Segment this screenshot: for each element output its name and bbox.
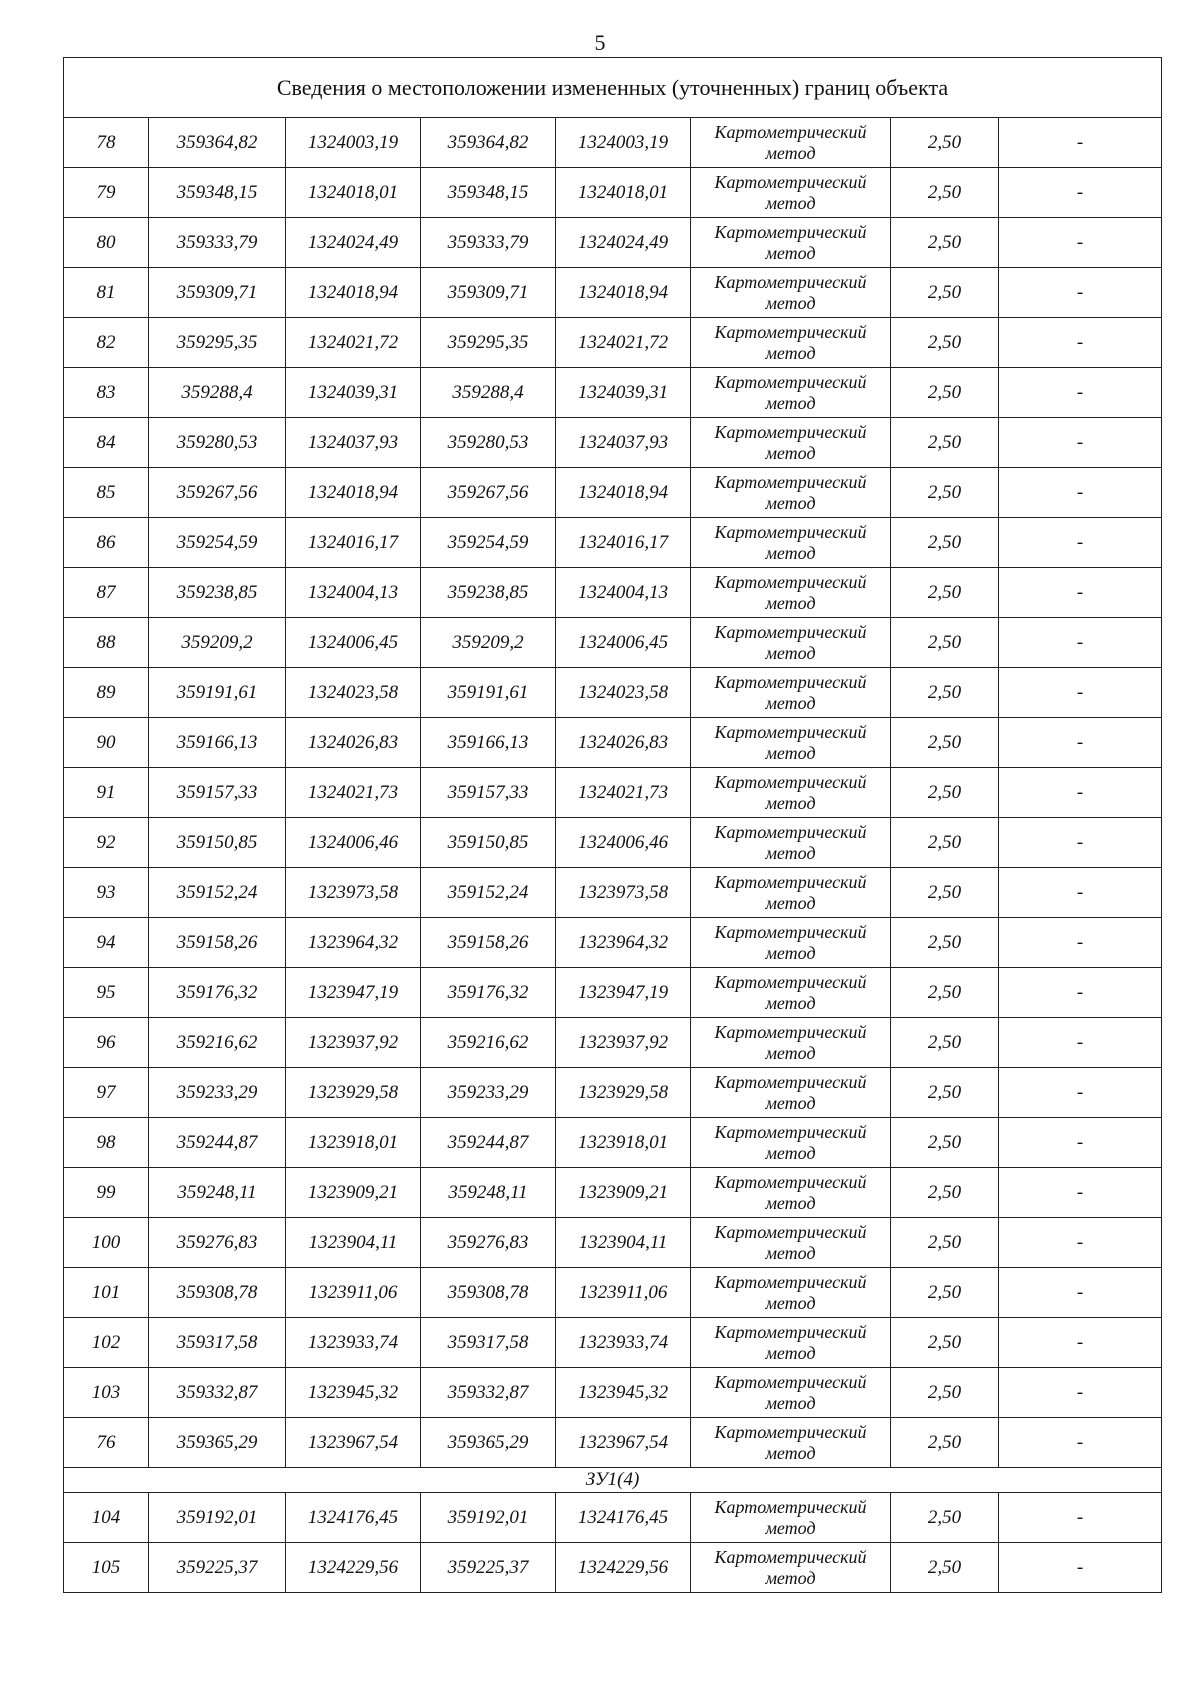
table-row (64, 768, 1162, 818)
x-existing-cell: 359244,87 (149, 1118, 286, 1168)
group-header-row (64, 1468, 1162, 1493)
table-row (64, 668, 1162, 718)
description-cell: - (999, 1168, 1162, 1218)
accuracy-cell: 2,50 (891, 1118, 999, 1168)
accuracy-cell: 2,50 (891, 1168, 999, 1218)
description-cell: - (999, 468, 1162, 518)
table-row (64, 1118, 1162, 1168)
method-cell: Картометрический метод (691, 268, 891, 318)
point-number-cell: 91 (64, 768, 149, 818)
x-new-cell: 359317,58 (421, 1318, 556, 1368)
y-existing-cell: 1323909,21 (286, 1168, 421, 1218)
y-existing-cell: 1323964,32 (286, 918, 421, 968)
x-existing-cell: 359238,85 (149, 568, 286, 618)
x-new-cell: 359295,35 (421, 318, 556, 368)
x-new-cell: 359248,11 (421, 1168, 556, 1218)
point-number-cell: 96 (64, 1018, 149, 1068)
point-number-cell: 79 (64, 168, 149, 218)
y-new-cell: 1324018,01 (556, 168, 691, 218)
description-cell: - (999, 318, 1162, 368)
table-row (64, 1493, 1162, 1543)
x-new-cell: 359191,61 (421, 668, 556, 718)
method-cell: Картометрический метод (691, 1118, 891, 1168)
x-existing-cell: 359216,62 (149, 1018, 286, 1068)
point-number-cell: 86 (64, 518, 149, 568)
y-new-cell: 1323964,32 (556, 918, 691, 968)
description-cell: - (999, 368, 1162, 418)
description-cell: - (999, 768, 1162, 818)
point-number-cell: 81 (64, 268, 149, 318)
point-number-cell: 104 (64, 1493, 149, 1543)
description-cell: - (999, 168, 1162, 218)
y-existing-cell: 1323937,92 (286, 1018, 421, 1068)
y-new-cell: 1324006,46 (556, 818, 691, 868)
table-row (64, 218, 1162, 268)
accuracy-cell: 2,50 (891, 118, 999, 168)
y-existing-cell: 1324024,49 (286, 218, 421, 268)
table-row (64, 168, 1162, 218)
accuracy-cell: 2,50 (891, 1418, 999, 1468)
x-existing-cell: 359332,87 (149, 1368, 286, 1418)
y-existing-cell: 1324026,83 (286, 718, 421, 768)
y-new-cell: 1323933,74 (556, 1318, 691, 1368)
table-row (64, 368, 1162, 418)
y-new-cell: 1323909,21 (556, 1168, 691, 1218)
description-cell: - (999, 1068, 1162, 1118)
description-cell: - (999, 1318, 1162, 1368)
y-new-cell: 1323947,19 (556, 968, 691, 1018)
y-new-cell: 1323911,06 (556, 1268, 691, 1318)
y-existing-cell: 1324018,94 (286, 268, 421, 318)
y-new-cell: 1324176,45 (556, 1493, 691, 1543)
y-existing-cell: 1324003,19 (286, 118, 421, 168)
method-cell: Картометрический метод (691, 618, 891, 668)
table-row (64, 1268, 1162, 1318)
method-cell: Картометрический метод (691, 1543, 891, 1593)
x-existing-cell: 359254,59 (149, 518, 286, 568)
table-row (64, 268, 1162, 318)
table-row (64, 1068, 1162, 1118)
y-existing-cell: 1324006,45 (286, 618, 421, 668)
method-cell: Картометрический метод (691, 1218, 891, 1268)
point-number-cell: 99 (64, 1168, 149, 1218)
table-row (64, 868, 1162, 918)
method-cell: Картометрический метод (691, 768, 891, 818)
y-existing-cell: 1324016,17 (286, 518, 421, 568)
accuracy-cell: 2,50 (891, 1068, 999, 1118)
accuracy-cell: 2,50 (891, 1318, 999, 1368)
x-existing-cell: 359280,53 (149, 418, 286, 468)
description-cell: - (999, 718, 1162, 768)
description-cell: - (999, 1418, 1162, 1468)
x-new-cell: 359150,85 (421, 818, 556, 868)
description-cell: - (999, 1218, 1162, 1268)
y-new-cell: 1324021,72 (556, 318, 691, 368)
accuracy-cell: 2,50 (891, 268, 999, 318)
y-existing-cell: 1324018,01 (286, 168, 421, 218)
y-new-cell: 1324229,56 (556, 1543, 691, 1593)
x-new-cell: 359158,26 (421, 918, 556, 968)
table-title-row (64, 58, 1162, 118)
accuracy-cell: 2,50 (891, 218, 999, 268)
coordinates-table (63, 57, 1162, 1593)
x-existing-cell: 359152,24 (149, 868, 286, 918)
method-cell: Картометрический метод (691, 418, 891, 468)
x-existing-cell: 359288,4 (149, 368, 286, 418)
y-new-cell: 1323945,32 (556, 1368, 691, 1418)
table-row (64, 568, 1162, 618)
point-number-cell: 105 (64, 1543, 149, 1593)
y-new-cell: 1323967,54 (556, 1418, 691, 1468)
y-new-cell: 1324039,31 (556, 368, 691, 418)
accuracy-cell: 2,50 (891, 518, 999, 568)
description-cell: - (999, 968, 1162, 1018)
point-number-cell: 78 (64, 118, 149, 168)
table-row (64, 518, 1162, 568)
point-number-cell: 101 (64, 1268, 149, 1318)
point-number-cell: 95 (64, 968, 149, 1018)
point-number-cell: 87 (64, 568, 149, 618)
point-number-cell: 97 (64, 1068, 149, 1118)
accuracy-cell: 2,50 (891, 868, 999, 918)
method-cell: Картометрический метод (691, 518, 891, 568)
x-new-cell: 359364,82 (421, 118, 556, 168)
x-new-cell: 359254,59 (421, 518, 556, 568)
y-new-cell: 1324004,13 (556, 568, 691, 618)
x-new-cell: 359365,29 (421, 1418, 556, 1468)
accuracy-cell: 2,50 (891, 768, 999, 818)
accuracy-cell: 2,50 (891, 818, 999, 868)
table-title: Сведения о местоположении измененных (уточненных) границ объекта (64, 58, 1162, 118)
description-cell: - (999, 568, 1162, 618)
y-new-cell: 1324003,19 (556, 118, 691, 168)
table-row (64, 318, 1162, 368)
method-cell: Картометрический метод (691, 118, 891, 168)
x-existing-cell: 359348,15 (149, 168, 286, 218)
table-row (64, 718, 1162, 768)
description-cell: - (999, 618, 1162, 668)
table-row (64, 618, 1162, 668)
y-new-cell: 1323937,92 (556, 1018, 691, 1068)
accuracy-cell: 2,50 (891, 918, 999, 968)
x-new-cell: 359267,56 (421, 468, 556, 518)
x-existing-cell: 359191,61 (149, 668, 286, 718)
y-existing-cell: 1323904,11 (286, 1218, 421, 1268)
x-existing-cell: 359333,79 (149, 218, 286, 268)
x-existing-cell: 359248,11 (149, 1168, 286, 1218)
y-new-cell: 1323904,11 (556, 1218, 691, 1268)
y-existing-cell: 1324039,31 (286, 368, 421, 418)
table-row (64, 468, 1162, 518)
x-existing-cell: 359233,29 (149, 1068, 286, 1118)
description-cell: - (999, 118, 1162, 168)
table-row (64, 818, 1162, 868)
accuracy-cell: 2,50 (891, 668, 999, 718)
accuracy-cell: 2,50 (891, 1268, 999, 1318)
description-cell: - (999, 518, 1162, 568)
x-new-cell: 359276,83 (421, 1218, 556, 1268)
accuracy-cell: 2,50 (891, 618, 999, 668)
x-new-cell: 359238,85 (421, 568, 556, 618)
y-existing-cell: 1324023,58 (286, 668, 421, 718)
x-existing-cell: 359192,01 (149, 1493, 286, 1543)
point-number-cell: 85 (64, 468, 149, 518)
y-existing-cell: 1324006,46 (286, 818, 421, 868)
method-cell: Картометрический метод (691, 1068, 891, 1118)
x-existing-cell: 359276,83 (149, 1218, 286, 1268)
x-new-cell: 359209,2 (421, 618, 556, 668)
y-new-cell: 1323973,58 (556, 868, 691, 918)
y-new-cell: 1324026,83 (556, 718, 691, 768)
x-existing-cell: 359150,85 (149, 818, 286, 868)
method-cell: Картометрический метод (691, 1318, 891, 1368)
x-existing-cell: 359158,26 (149, 918, 286, 968)
point-number-cell: 90 (64, 718, 149, 768)
table-row (64, 1018, 1162, 1068)
point-number-cell: 84 (64, 418, 149, 468)
x-existing-cell: 359364,82 (149, 118, 286, 168)
y-existing-cell: 1324021,73 (286, 768, 421, 818)
x-new-cell: 359348,15 (421, 168, 556, 218)
method-cell: Картометрический метод (691, 868, 891, 918)
accuracy-cell: 2,50 (891, 1018, 999, 1068)
group-label: ЗУ1(4) (64, 1468, 1162, 1493)
method-cell: Картометрический метод (691, 918, 891, 968)
y-new-cell: 1323918,01 (556, 1118, 691, 1168)
accuracy-cell: 2,50 (891, 568, 999, 618)
method-cell: Картометрический метод (691, 668, 891, 718)
y-existing-cell: 1323947,19 (286, 968, 421, 1018)
table-row (64, 418, 1162, 468)
x-new-cell: 359157,33 (421, 768, 556, 818)
y-existing-cell: 1323973,58 (286, 868, 421, 918)
point-number-cell: 93 (64, 868, 149, 918)
x-new-cell: 359309,71 (421, 268, 556, 318)
y-existing-cell: 1323911,06 (286, 1268, 421, 1318)
accuracy-cell: 2,50 (891, 968, 999, 1018)
description-cell: - (999, 868, 1162, 918)
accuracy-cell: 2,50 (891, 368, 999, 418)
point-number-cell: 88 (64, 618, 149, 668)
x-existing-cell: 359209,2 (149, 618, 286, 668)
accuracy-cell: 2,50 (891, 1218, 999, 1268)
description-cell: - (999, 418, 1162, 468)
y-existing-cell: 1323967,54 (286, 1418, 421, 1468)
point-number-cell: 89 (64, 668, 149, 718)
x-existing-cell: 359295,35 (149, 318, 286, 368)
method-cell: Картометрический метод (691, 218, 891, 268)
y-new-cell: 1324024,49 (556, 218, 691, 268)
table-row (64, 918, 1162, 968)
table-row (64, 968, 1162, 1018)
table-row (64, 1543, 1162, 1593)
x-existing-cell: 359267,56 (149, 468, 286, 518)
accuracy-cell: 2,50 (891, 468, 999, 518)
accuracy-cell: 2,50 (891, 1543, 999, 1593)
method-cell: Картометрический метод (691, 818, 891, 868)
x-new-cell: 359166,13 (421, 718, 556, 768)
description-cell: - (999, 218, 1162, 268)
y-existing-cell: 1323918,01 (286, 1118, 421, 1168)
table-row (64, 1218, 1162, 1268)
accuracy-cell: 2,50 (891, 418, 999, 468)
method-cell: Картометрический метод (691, 1368, 891, 1418)
y-existing-cell: 1324037,93 (286, 418, 421, 468)
description-cell: - (999, 1368, 1162, 1418)
y-existing-cell: 1324176,45 (286, 1493, 421, 1543)
description-cell: - (999, 918, 1162, 968)
y-new-cell: 1324018,94 (556, 268, 691, 318)
accuracy-cell: 2,50 (891, 718, 999, 768)
description-cell: - (999, 818, 1162, 868)
method-cell: Картометрический метод (691, 1493, 891, 1543)
y-new-cell: 1324023,58 (556, 668, 691, 718)
accuracy-cell: 2,50 (891, 1493, 999, 1543)
description-cell: - (999, 1493, 1162, 1543)
x-new-cell: 359333,79 (421, 218, 556, 268)
point-number-cell: 94 (64, 918, 149, 968)
point-number-cell: 98 (64, 1118, 149, 1168)
table-row (64, 1168, 1162, 1218)
y-new-cell: 1323929,58 (556, 1068, 691, 1118)
table-row (64, 1318, 1162, 1368)
x-existing-cell: 359317,58 (149, 1318, 286, 1368)
x-existing-cell: 359309,71 (149, 268, 286, 318)
method-cell: Картометрический метод (691, 968, 891, 1018)
table-row (64, 118, 1162, 168)
x-new-cell: 359244,87 (421, 1118, 556, 1168)
y-new-cell: 1324006,45 (556, 618, 691, 668)
y-existing-cell: 1324021,72 (286, 318, 421, 368)
y-new-cell: 1324016,17 (556, 518, 691, 568)
description-cell: - (999, 1118, 1162, 1168)
x-new-cell: 359280,53 (421, 418, 556, 468)
point-number-cell: 80 (64, 218, 149, 268)
description-cell: - (999, 668, 1162, 718)
y-new-cell: 1324037,93 (556, 418, 691, 468)
y-existing-cell: 1324004,13 (286, 568, 421, 618)
y-existing-cell: 1324229,56 (286, 1543, 421, 1593)
point-number-cell: 102 (64, 1318, 149, 1368)
x-new-cell: 359225,37 (421, 1543, 556, 1593)
x-new-cell: 359176,32 (421, 968, 556, 1018)
description-cell: - (999, 1268, 1162, 1318)
table-body (64, 58, 1162, 1593)
method-cell: Картометрический метод (691, 318, 891, 368)
method-cell: Картометрический метод (691, 1018, 891, 1068)
y-new-cell: 1324021,73 (556, 768, 691, 818)
x-new-cell: 359216,62 (421, 1018, 556, 1068)
x-existing-cell: 359157,33 (149, 768, 286, 818)
x-new-cell: 359233,29 (421, 1068, 556, 1118)
y-existing-cell: 1324018,94 (286, 468, 421, 518)
method-cell: Картометрический метод (691, 1168, 891, 1218)
point-number-cell: 76 (64, 1418, 149, 1468)
point-number-cell: 100 (64, 1218, 149, 1268)
page-number: 5 (594, 30, 606, 55)
method-cell: Картометрический метод (691, 568, 891, 618)
method-cell: Картометрический метод (691, 1418, 891, 1468)
y-existing-cell: 1323933,74 (286, 1318, 421, 1368)
x-existing-cell: 359308,78 (149, 1268, 286, 1318)
point-number-cell: 82 (64, 318, 149, 368)
description-cell: - (999, 1018, 1162, 1068)
method-cell: Картометрический метод (691, 368, 891, 418)
description-cell: - (999, 1543, 1162, 1593)
y-new-cell: 1324018,94 (556, 468, 691, 518)
point-number-cell: 92 (64, 818, 149, 868)
accuracy-cell: 2,50 (891, 318, 999, 368)
method-cell: Картометрический метод (691, 718, 891, 768)
x-existing-cell: 359166,13 (149, 718, 286, 768)
point-number-cell: 103 (64, 1368, 149, 1418)
y-existing-cell: 1323945,32 (286, 1368, 421, 1418)
point-number-cell: 83 (64, 368, 149, 418)
table-row (64, 1418, 1162, 1468)
x-new-cell: 359308,78 (421, 1268, 556, 1318)
x-existing-cell: 359225,37 (149, 1543, 286, 1593)
accuracy-cell: 2,50 (891, 1368, 999, 1418)
x-new-cell: 359152,24 (421, 868, 556, 918)
accuracy-cell: 2,50 (891, 168, 999, 218)
method-cell: Картометрический метод (691, 1268, 891, 1318)
x-existing-cell: 359176,32 (149, 968, 286, 1018)
method-cell: Картометрический метод (691, 468, 891, 518)
x-new-cell: 359192,01 (421, 1493, 556, 1543)
x-new-cell: 359288,4 (421, 368, 556, 418)
y-existing-cell: 1323929,58 (286, 1068, 421, 1118)
method-cell: Картометрический метод (691, 168, 891, 218)
table-row (64, 1368, 1162, 1418)
description-cell: - (999, 268, 1162, 318)
x-existing-cell: 359365,29 (149, 1418, 286, 1468)
x-new-cell: 359332,87 (421, 1368, 556, 1418)
